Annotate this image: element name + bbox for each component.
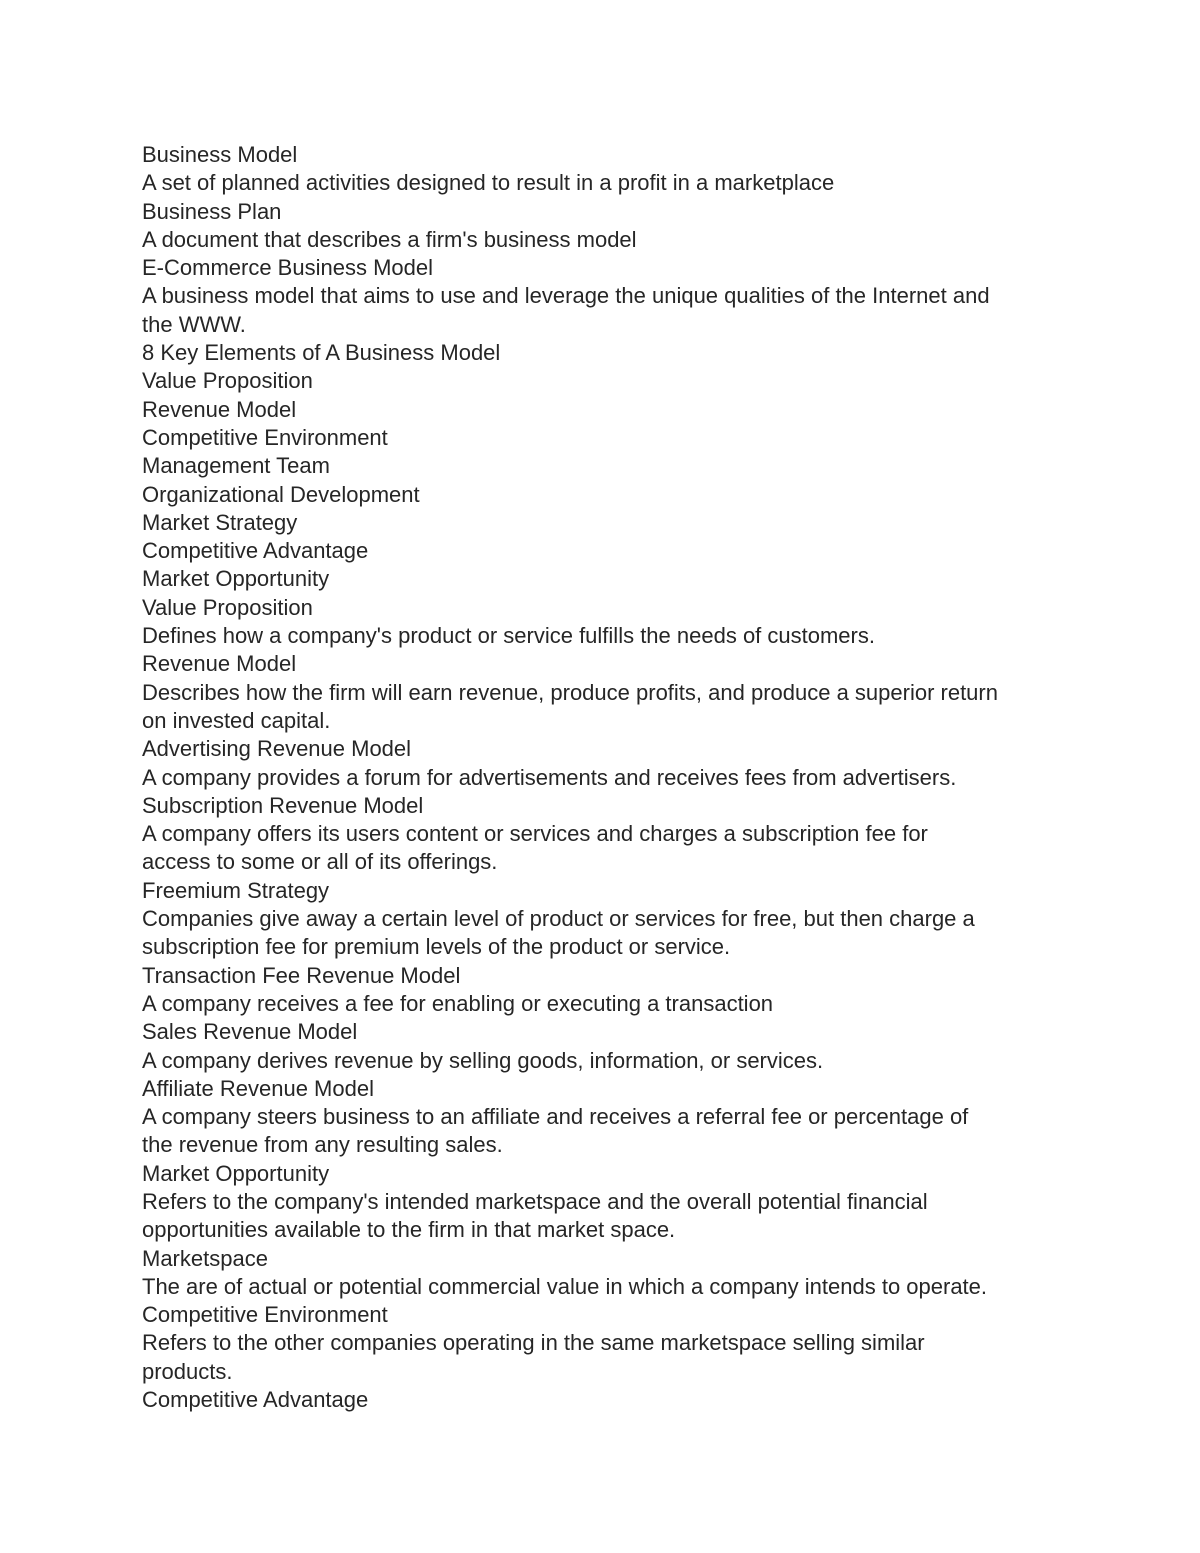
term-heading: 8 Key Elements of A Business Model (142, 340, 501, 366)
definition-text: A company receives a fee for enabling or executing a transaction (142, 990, 774, 1016)
list-item: Value Proposition (142, 368, 313, 394)
definition-text: access to some or all of its offerings. (142, 849, 498, 875)
term-heading: Marketspace (142, 1245, 268, 1271)
definition-text: A company offers its users content or services and charges a subscription fee for (142, 821, 928, 847)
definition-text: Refers to the other companies operating in the same marketspace selling similar (142, 1330, 925, 1356)
term-heading: Subscription Revenue Model (142, 792, 424, 818)
definition-text: The are of actual or potential commercial value in which a company intends to operate. (142, 1273, 988, 1299)
term-heading: Value Proposition (142, 594, 313, 620)
definition-text: opportunities available to the firm in that market space. (142, 1217, 676, 1243)
list-item: Market Opportunity (142, 566, 330, 592)
definition-text: on invested capital. (142, 707, 331, 733)
list-item: Organizational Development (142, 481, 420, 507)
list-item: Management Team (142, 453, 330, 479)
term-heading: Competitive Environment (142, 1302, 388, 1328)
definition-text: subscription fee for premium levels of the product or service. (142, 934, 731, 960)
document-body (142, 141, 1072, 1414)
definition-text: products. (142, 1358, 233, 1384)
definition-text: the revenue from any resulting sales. (142, 1132, 503, 1158)
definition-text: Companies give away a certain level of product or services for free, but then charge a (142, 906, 975, 932)
term-heading: Competitive Advantage (142, 1387, 369, 1413)
term-heading: Advertising Revenue Model (142, 736, 412, 762)
term-heading: Affiliate Revenue Model (142, 1075, 374, 1101)
term-heading: Revenue Model (142, 651, 297, 677)
term-heading: Sales Revenue Model (142, 1019, 358, 1045)
definition-text: A business model that aims to use and leverage the unique qualities of the Internet and (142, 283, 990, 309)
definition-text: A company steers business to an affiliate and receives a referral fee or percentage of (142, 1104, 969, 1130)
definition-text: A set of planned activities designed to result in a profit in a marketplace (142, 170, 835, 196)
term-heading: Business Plan (142, 198, 282, 224)
definition-text: Describes how the firm will earn revenue, produce profits, and produce a superior return (142, 679, 998, 705)
term-heading: Market Opportunity (142, 1160, 330, 1186)
term-heading: Transaction Fee Revenue Model (142, 962, 461, 988)
definition-text: A company provides a forum for advertisements and receives fees from advertisers. (142, 764, 957, 790)
term-heading: Business Model (142, 142, 298, 167)
definition-text: Refers to the company's intended marketspace and the overall potential financial (142, 1188, 928, 1214)
term-heading: Freemium Strategy (142, 877, 330, 903)
definition-text: the WWW. (142, 311, 246, 337)
definition-text: A company derives revenue by selling goods, information, or services. (142, 1047, 824, 1073)
list-item: Market Strategy (142, 509, 298, 535)
definition-text: A document that describes a firm's business model (142, 226, 637, 252)
list-item: Revenue Model (142, 396, 297, 422)
list-item: Competitive Advantage (142, 538, 369, 564)
list-item: Competitive Environment (142, 424, 388, 450)
term-heading: E-Commerce Business Model (142, 255, 433, 281)
definition-text: Defines how a company's product or service fulfills the needs of customers. (142, 623, 875, 649)
